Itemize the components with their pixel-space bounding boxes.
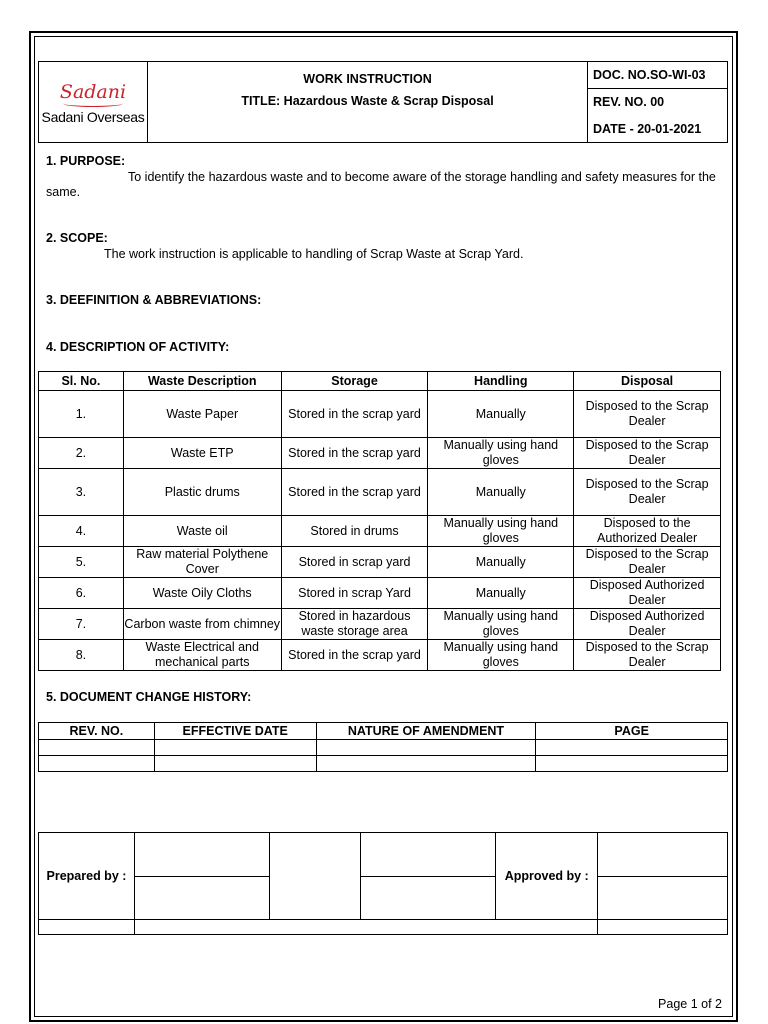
history-cell bbox=[316, 740, 536, 756]
cell-waste-description: Waste Paper bbox=[123, 391, 281, 438]
approved-by-sign-cell bbox=[598, 833, 728, 877]
prepared-by-label: Prepared by : bbox=[39, 833, 135, 920]
prepared-by-name-cell bbox=[134, 877, 269, 920]
cell-waste-description: Raw material Polythene Cover bbox=[123, 547, 281, 578]
cell-sl-no: 6. bbox=[39, 578, 124, 609]
col-header-sl-no: Sl. No. bbox=[39, 372, 124, 391]
table-row bbox=[39, 640, 721, 671]
col-header-page: PAGE bbox=[536, 723, 728, 740]
purpose-text-line2: same. bbox=[46, 185, 81, 199]
cell-storage: Stored in scrap yard bbox=[281, 547, 428, 578]
footer-cell bbox=[598, 920, 728, 935]
change-history-table bbox=[38, 722, 728, 772]
cell-disposal: Disposed to the Scrap Dealer bbox=[574, 640, 721, 671]
cell-storage: Stored in drums bbox=[281, 516, 428, 547]
cell-storage: Stored in the scrap yard bbox=[281, 438, 428, 469]
cell-storage: Stored in the scrap yard bbox=[281, 391, 428, 438]
cell-sl-no: 7. bbox=[39, 609, 124, 640]
cell-disposal: Disposed Authorized Dealer bbox=[574, 578, 721, 609]
cell-waste-description: Plastic drums bbox=[123, 469, 281, 516]
cell-handling: Manually bbox=[428, 547, 574, 578]
doc-date: DATE - 20-01-2021 bbox=[588, 116, 728, 143]
cell-disposal: Disposed to the Scrap Dealer bbox=[574, 469, 721, 516]
document-header bbox=[38, 61, 728, 143]
table-row bbox=[39, 609, 721, 640]
col-header-effective-date: EFFECTIVE DATE bbox=[154, 723, 316, 740]
table-row bbox=[39, 438, 721, 469]
table-row bbox=[39, 740, 728, 756]
footer-cell bbox=[39, 920, 135, 935]
col-header-waste-description: Waste Description bbox=[123, 372, 281, 391]
footer-cell bbox=[134, 920, 597, 935]
cell-waste-description: Waste Electrical and mechanical parts bbox=[123, 640, 281, 671]
history-cell bbox=[536, 740, 728, 756]
cell-storage: Stored in the scrap yard bbox=[281, 469, 428, 516]
company-logo bbox=[39, 62, 148, 143]
sign-cell bbox=[360, 877, 496, 920]
history-header-row bbox=[39, 723, 728, 740]
document-title: TITLE: Hazardous Waste & Scrap Disposal bbox=[241, 94, 494, 108]
cell-sl-no: 8. bbox=[39, 640, 124, 671]
purpose-text-line1: To identify the hazardous waste and to become aware of the storage handling and safety measures for the bbox=[128, 170, 716, 184]
cell-disposal: Disposed to the Scrap Dealer bbox=[574, 438, 721, 469]
table-row bbox=[39, 516, 721, 547]
page-number: Page 1 of 2 bbox=[658, 997, 722, 1011]
cell-waste-description: Waste oil bbox=[123, 516, 281, 547]
table-row bbox=[39, 547, 721, 578]
scope-heading: 2. SCOPE: bbox=[46, 231, 108, 245]
table-row bbox=[39, 756, 728, 772]
cell-sl-no: 4. bbox=[39, 516, 124, 547]
history-cell bbox=[316, 756, 536, 772]
doc-number: DOC. NO.SO-WI-03 bbox=[588, 62, 728, 89]
definitions-heading: 3. DEEFINITION & ABBREVIATIONS: bbox=[46, 293, 262, 307]
company-name: Sadani Overseas bbox=[41, 109, 145, 125]
cell-sl-no: 2. bbox=[39, 438, 124, 469]
col-header-storage: Storage bbox=[281, 372, 428, 391]
history-cell bbox=[39, 756, 155, 772]
logo-script: Sadani bbox=[59, 81, 127, 103]
table-row bbox=[39, 391, 721, 438]
col-header-disposal: Disposal bbox=[574, 372, 721, 391]
col-header-nature-of-amendment: NATURE OF AMENDMENT bbox=[316, 723, 536, 740]
history-heading: 5. DOCUMENT CHANGE HISTORY: bbox=[46, 690, 252, 704]
history-cell bbox=[536, 756, 728, 772]
cell-waste-description: Carbon waste from chimney bbox=[123, 609, 281, 640]
activity-header-row bbox=[39, 372, 721, 391]
cell-sl-no: 1. bbox=[39, 391, 124, 438]
approved-by-label: Approved by : bbox=[496, 833, 598, 920]
sign-cell bbox=[360, 833, 496, 877]
history-cell bbox=[154, 740, 316, 756]
cell-handling: Manually using hand gloves bbox=[428, 516, 574, 547]
col-header-rev-no: REV. NO. bbox=[39, 723, 155, 740]
document-type: WORK INSTRUCTION bbox=[303, 72, 432, 86]
prepared-by-sign-cell bbox=[134, 833, 269, 877]
table-row bbox=[39, 578, 721, 609]
table-row bbox=[39, 469, 721, 516]
document-title-cell bbox=[148, 62, 588, 143]
col-header-handling: Handling bbox=[428, 372, 574, 391]
scope-text: The work instruction is applicable to handling of Scrap Waste at Scrap Yard. bbox=[104, 247, 524, 261]
cell-storage: Stored in the scrap yard bbox=[281, 640, 428, 671]
cell-handling: Manually bbox=[428, 578, 574, 609]
cell-storage: Stored in scrap Yard bbox=[281, 578, 428, 609]
signoff-table bbox=[38, 832, 728, 935]
cell-handling: Manually using hand gloves bbox=[428, 609, 574, 640]
cell-sl-no: 5. bbox=[39, 547, 124, 578]
cell-disposal: Disposed Authorized Dealer bbox=[574, 609, 721, 640]
cell-disposal: Disposed to the Scrap Dealer bbox=[574, 391, 721, 438]
purpose-heading: 1. PURPOSE: bbox=[46, 154, 126, 168]
activity-table bbox=[38, 371, 721, 671]
cell-sl-no: 3. bbox=[39, 469, 124, 516]
cell-waste-description: Waste Oily Cloths bbox=[123, 578, 281, 609]
activity-heading: 4. DESCRIPTION OF ACTIVITY: bbox=[46, 340, 230, 354]
cell-handling: Manually using hand gloves bbox=[428, 640, 574, 671]
cell-storage: Stored in hazardous waste storage area bbox=[281, 609, 428, 640]
cell-disposal: Disposed to the Authorized Dealer bbox=[574, 516, 721, 547]
cell-handling: Manually bbox=[428, 391, 574, 438]
cell-disposal: Disposed to the Scrap Dealer bbox=[574, 547, 721, 578]
cell-handling: Manually bbox=[428, 469, 574, 516]
spacer-cell bbox=[269, 833, 360, 920]
history-cell bbox=[39, 740, 155, 756]
cell-waste-description: Waste ETP bbox=[123, 438, 281, 469]
approved-by-name-cell bbox=[598, 877, 728, 920]
cell-handling: Manually using hand gloves bbox=[428, 438, 574, 469]
rev-number: REV. NO. 00 bbox=[588, 89, 728, 116]
history-cell bbox=[154, 756, 316, 772]
